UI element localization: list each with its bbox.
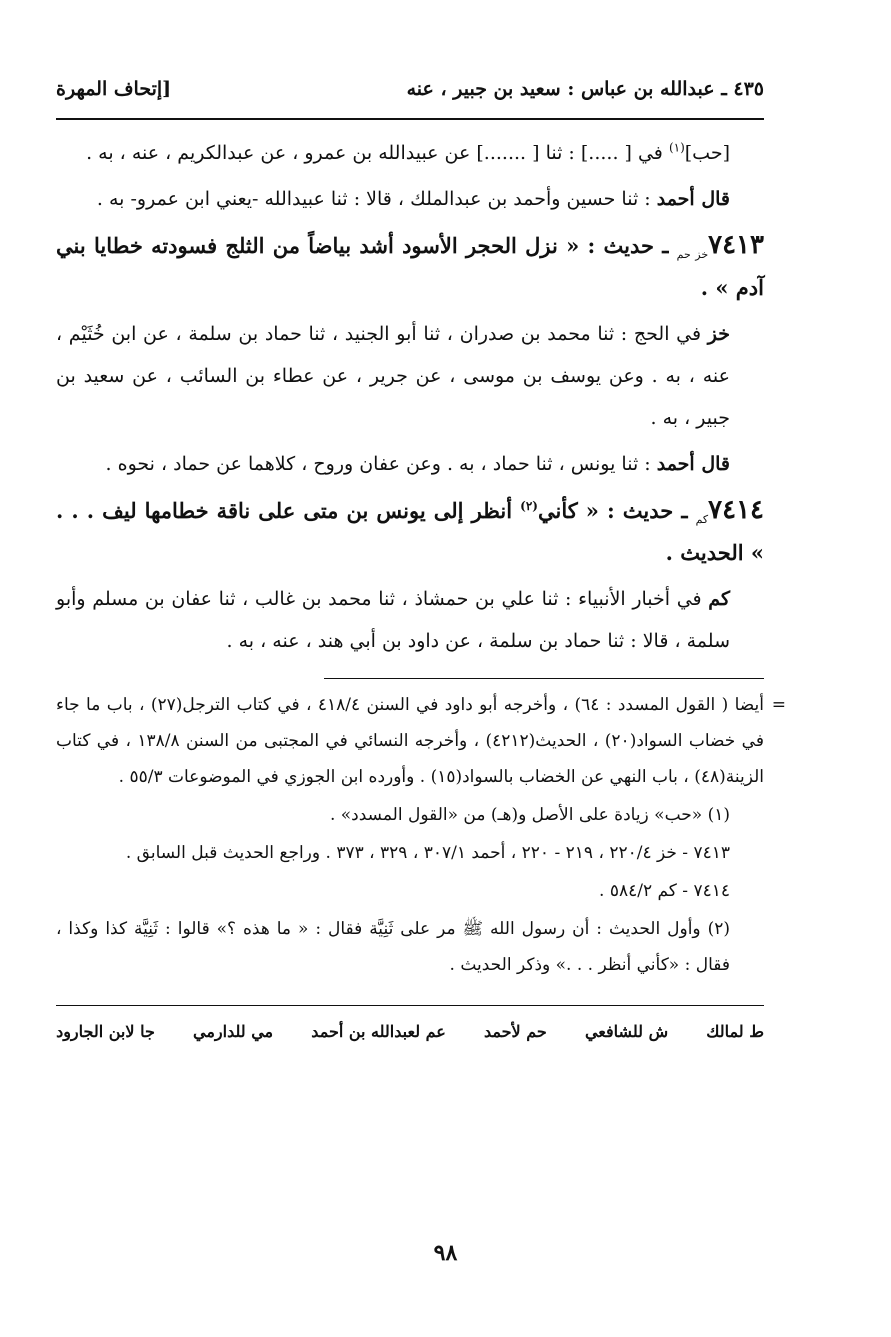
hakim-text: في أخبار الأنبياء : ثنا علي بن حمشاذ ، ثنا محمد بن غالب ، ثنا عفان بن مسلم وأبو سلمة ، قالا : ثنا حماد بن سلمة ، عن داود بن أبي هند ، عنه ، به .	[56, 588, 730, 652]
footnote-7413: ٧٤١٣ - خز ٢٢٠/٤ ، ٢١٩ - ٢٢٠ ، أحمد ٣٠٧/١ ، ٣٢٩ ، ٣٧٣ . وراجع الحديث قبل السابق .	[125, 843, 730, 863]
hibban-label: [حب]	[684, 142, 730, 164]
abbreviation-item: جا لابن الجارود	[56, 1022, 155, 1041]
ahmad-label-2: قال أحمد	[656, 453, 730, 475]
abbreviations-rule	[56, 1005, 764, 1006]
footnotes	[56, 687, 786, 983]
book-page	[56, 70, 786, 1041]
footnote-rule	[324, 678, 764, 679]
paragraph-ahmad-2	[56, 443, 764, 485]
hadith-7413	[56, 224, 764, 309]
abbreviations-legend	[56, 1022, 764, 1041]
ahmad-text-2: : ثنا يونس ، ثنا حماد ، به . وعن عفان وروح ، كلاهما عن حماد ، نحوه .	[105, 453, 657, 475]
header-chapter-title: ٤٣٥ ـ عبدالله بن عباس : سعيد بن جبير ، عنه	[406, 78, 764, 100]
hadith-7414	[56, 489, 764, 574]
hadith-text-7414-b: أنظر إلى يونس بن متى على ناقة خطامها ليف . . . » الحديث .	[56, 498, 764, 565]
header-rule	[56, 118, 764, 120]
ahmad-text-1: : ثنا حسين وأحمد بن عبدالملك ، قالا : ثنا عبيدالله -يعني ابن عمرو- به .	[96, 188, 657, 210]
khuzaymah-label: خز	[707, 323, 730, 345]
hadith-text-7413: ـ حديث : « نزل الحجر الأسود أشد بياضاً من الثلج فسودته خطايا بني آدم » .	[56, 233, 764, 300]
hadith-text-7414-a: ـ حديث : « كأني	[537, 498, 696, 523]
hibban-text: في [ .....] : ثنا [ .......] عن عبيدالله بن عمرو ، عن عبدالكريم ، عنه ، به .	[86, 142, 669, 164]
paragraph-ahmad-1	[56, 178, 764, 220]
paragraph-khuzaymah	[56, 313, 764, 439]
ahmad-label-1: قال أحمد	[656, 188, 730, 210]
main-text	[56, 132, 764, 662]
footnote-continuation: أيضا ( القول المسدد : ٦٤) ، وأخرجه أبو داود في السنن ٤١٨/٤ ، في كتاب الترجل(٢٧) ، باب ما جاء في خضاب السواد(٢٠) ، الحديث(٤٢١٢) ، وأخرجه النسائي في المجتبى من السنن ١٣٨/٨ ، في كتاب الزينة(٤٨) ، باب النهي عن الخضاب بالسواد(١٥) . وأورده ابن الجوزي في الموضوعات ٥٥/٣ .	[56, 695, 764, 787]
hadith-number-7414: ٧٤١٤	[708, 495, 764, 525]
footnote-2: (٢) وأول الحديث : أن رسول الله ﷺ مر على ثَنِيَّة فقال : « ما هذه ؟» قالوا : ثَنِيَّة كذا وكذا ، فقال : «كأني أنظر . . .» وذكر الحديث .	[56, 919, 730, 975]
header-book-title: [إتحاف المهرة	[56, 78, 172, 100]
abbreviation-item: مي للدارمي	[193, 1022, 274, 1041]
khuzaymah-text: في الحج : ثنا محمد بن صدران ، ثنا أبو الجنيد ، ثنا حماد بن سلمة ، عن ابن خُثَيْم ، عنه ، به . وعن يوسف بن موسى ، عن جرير ، عن عطاء بن السائب ، عن سعيد بن جبير ، به .	[56, 323, 730, 429]
footnote-7414: ٧٤١٤ - كم ٥٨٤/٢ .	[599, 881, 730, 901]
footnote-mark-2: (٢)	[520, 499, 538, 513]
abbreviation-item: ش للشافعي	[584, 1022, 669, 1041]
hadith-sources-7413: خز حم	[676, 248, 709, 262]
footnote-1: (١) «حب» زيادة على الأصل و(هـ) من «القول المسدد» .	[329, 805, 730, 825]
abbreviation-item: عم لعبدالله بن أحمد	[311, 1022, 446, 1041]
page-header	[56, 70, 764, 110]
continuation-mark: =	[771, 695, 786, 715]
hadith-sources-7414: كم	[695, 513, 709, 527]
paragraph-hibban	[56, 132, 764, 174]
hakim-label: كم	[708, 588, 730, 610]
paragraph-hakim	[56, 578, 764, 662]
hadith-number-7413: ٧٤١٣	[708, 230, 764, 260]
footnote-mark-1: (١)	[668, 140, 685, 155]
page-number: ٩٨	[433, 1240, 458, 1266]
abbreviation-item: ط لمالك	[706, 1022, 764, 1041]
abbreviation-item: حم لأحمد	[484, 1022, 547, 1041]
